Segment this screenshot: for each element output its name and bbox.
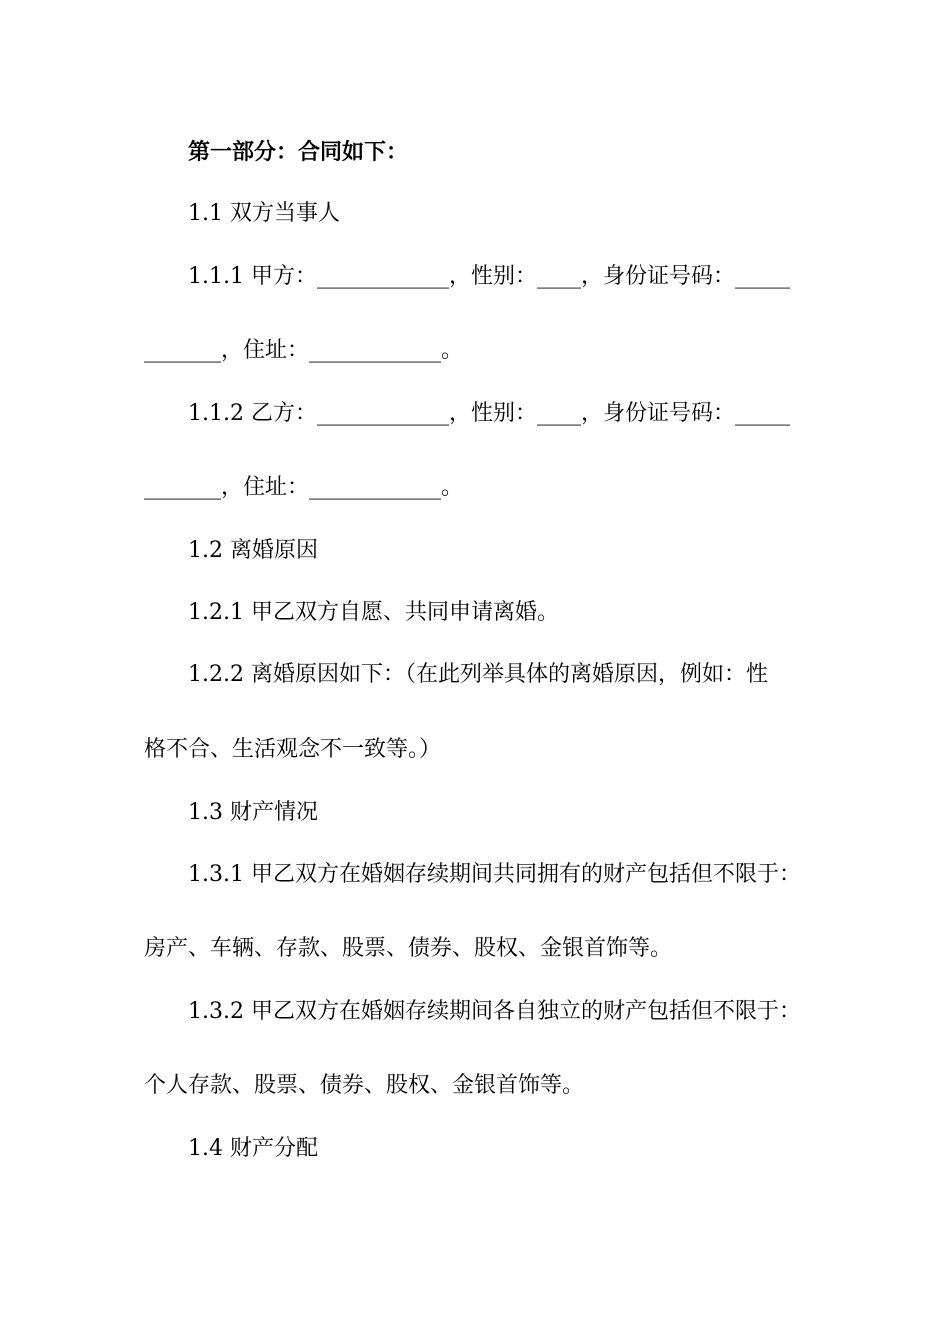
- clause-1-3-1-line1: 1.3.1 甲乙双方在婚姻存续期间共同拥有的财产包括但不限于：: [188, 862, 801, 887]
- clause-1-3-2-line1: 1.3.2 甲乙双方在婚姻存续期间各自独立的财产包括但不限于：: [188, 999, 801, 1024]
- clause-1-1-1-line1: 1.1.1 甲方：____________，性别：____，身份证号码：_____: [188, 264, 790, 289]
- clause-1-3-title: 1.3 财产情况: [188, 800, 318, 825]
- clause-1-2-title: 1.2 离婚原因: [188, 538, 318, 563]
- clause-1-3-2-line2: 个人存款、股票、债券、股权、金银首饰等。: [144, 1073, 585, 1098]
- clause-1-2-1: 1.2.1 甲乙双方自愿、共同申请离婚。: [188, 600, 559, 625]
- clause-1-2-2-line2: 格不合、生活观念不一致等。）: [144, 737, 442, 762]
- section-heading: 第一部分：合同如下：: [188, 140, 409, 165]
- clause-1-1-2-line2: _______，住址：____________。: [144, 475, 464, 500]
- clause-1-1-1-line2: _______，住址：____________。: [144, 338, 464, 363]
- clause-1-3-1-line2: 房产、车辆、存款、股票、债券、股权、金银首饰等。: [144, 936, 673, 961]
- clause-1-1-2-line1: 1.1.2 乙方：____________，性别：____，身份证号码：_____: [188, 401, 790, 426]
- clause-1-2-2-line1: 1.2.2 离婚原因如下：（在此列举具体的离婚原因，例如：性: [188, 662, 768, 687]
- clause-1-1-title: 1.1 双方当事人: [188, 201, 340, 226]
- clause-1-4-title: 1.4 财产分配: [188, 1136, 318, 1161]
